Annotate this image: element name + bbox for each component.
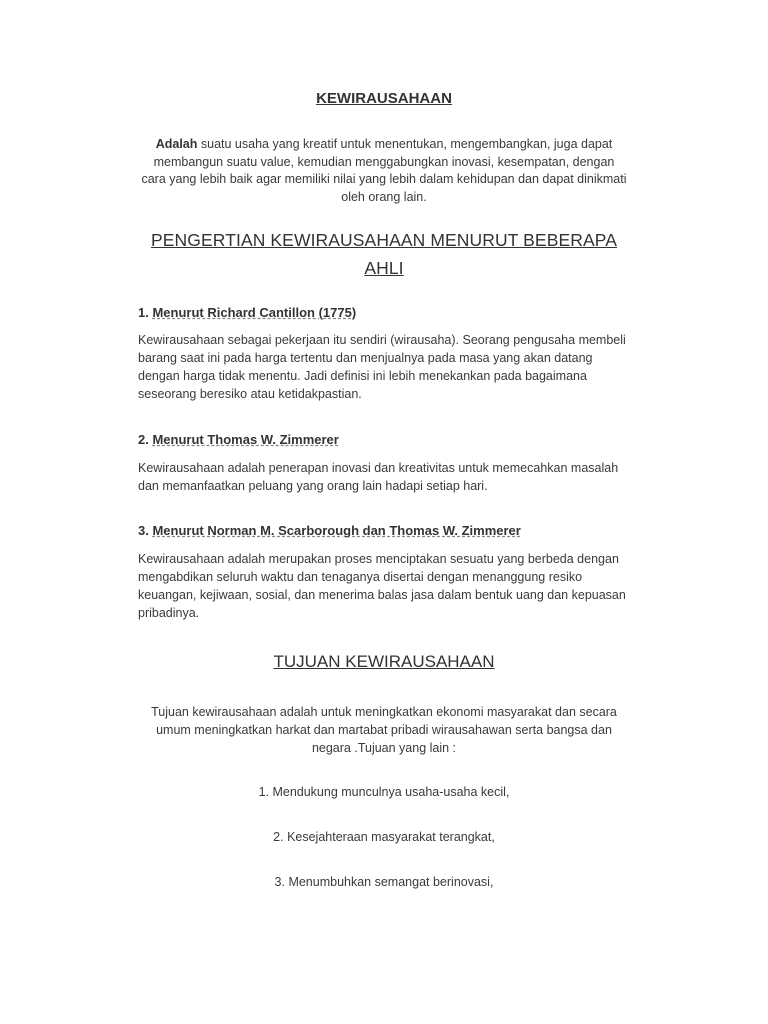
expert-number: 1.: [138, 305, 149, 320]
goal-item: 2. Kesejahteraan masyarakat terangkat,: [273, 830, 495, 844]
expert-heading-2: [138, 432, 339, 447]
intro-lead: Adalah: [155, 137, 198, 151]
expert-heading-3: [138, 523, 521, 538]
expert-paragraph-3: Kewirausahaan adalah merupakan proses menciptakan sesuatu yang berbeda dengan mengabdikan seluruh waktu dan tenaganya disertai dengan menanggung resiko keuangan, kejiwaan, sosial, dan menerima balas jasa dalam bentuk uang dan kepuasan pribadinya.: [138, 552, 626, 620]
expert-heading-text: Menurut Richard Cantillon (1775): [152, 305, 357, 320]
expert-paragraph-2: Kewirausahaan adalah penerapan inovasi dan kreativitas untuk memecahkan masalah dan memanfaatkan peluang yang orang lain hadapi setiap hari.: [138, 461, 619, 493]
expert-number: 3.: [138, 523, 149, 538]
goal-item: 3. Menumbuhkan semangat berinovasi,: [274, 875, 494, 889]
expert-paragraph-1: Kewirausahaan sebagai pekerjaan itu sendiri (wirausaha). Seorang pengusaha membeli barang saat ini pada harga tertentu dan menjualnya pada masa yang akan datang dengan harga tidak menentu. Jadi definisi ini lebih menekankan pada bagaimana seseorang beresiko atau ketidakpastian.: [138, 333, 626, 401]
goal-item: 1. Mendukung munculnya usaha-usaha kecil,: [258, 785, 510, 799]
expert-number: 2.: [138, 432, 149, 447]
expert-heading-text: Menurut Norman M. Scarborough dan Thomas W. Zimmerer: [152, 523, 521, 538]
intro-text: suatu usaha yang kreatif untuk menentukan, mengembangkan, juga dapat membangun suatu value, kemudian menggabungkan inovasi, kesempatan, dengan cara yang lebih baik agar memiliki nilai yang lebih dalam kehidupan dan dapat dinikmati oleh orang lain.: [141, 137, 627, 204]
goals-intro: Tujuan kewirausahaan adalah untuk meningkatkan ekonomi masyarakat dan secara umum meningkatkan harkat dan martabat pribadi wirausahawan serta bangsa dan negara .Tujuan yang lain :: [151, 705, 617, 755]
expert-heading-text: Menurut Thomas W. Zimmerer: [152, 432, 339, 447]
page-title: KEWIRAUSAHAAN: [316, 90, 452, 107]
goals-heading: TUJUAN KEWIRAUSAHAAN: [273, 652, 495, 671]
intro-paragraph: [140, 136, 628, 206]
expert-heading-1: [138, 305, 356, 320]
experts-heading: PENGERTIAN KEWIRAUSAHAAN MENURUT BEBERAPA AHLI: [151, 230, 617, 278]
